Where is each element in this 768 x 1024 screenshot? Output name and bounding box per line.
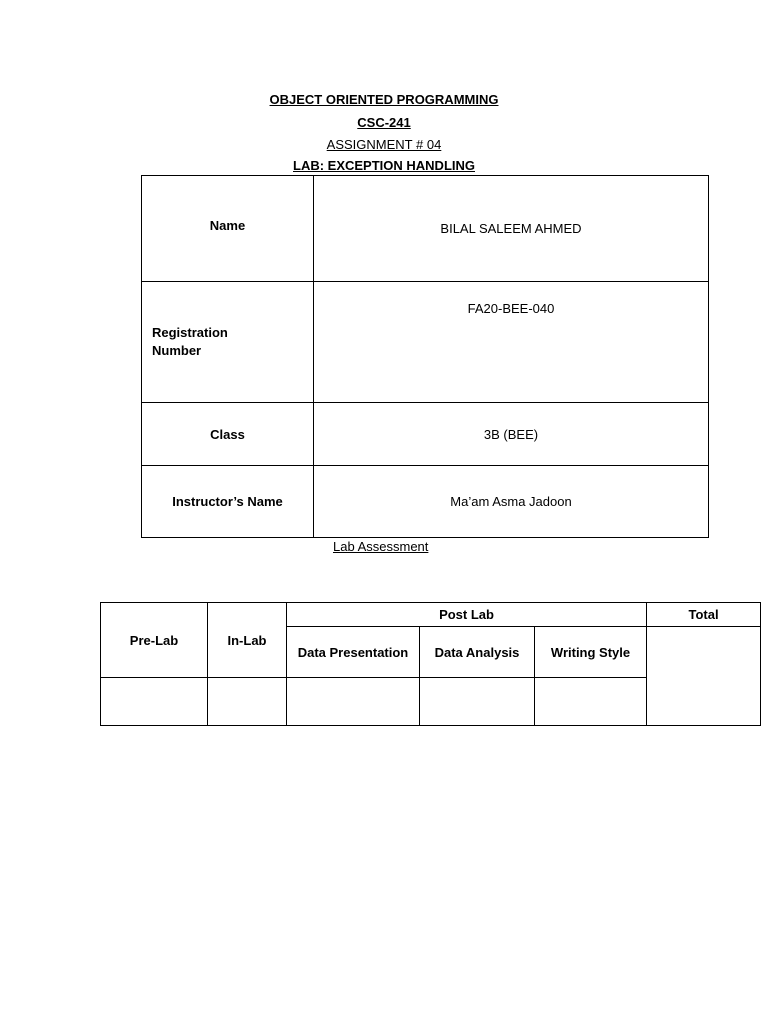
total-score-cell <box>647 627 761 726</box>
name-row <box>142 176 709 282</box>
post-lab-header: Post Lab <box>287 603 647 627</box>
lab-assessment-table <box>100 602 761 726</box>
data-presentation-score-cell <box>287 678 420 726</box>
pre-lab-header: Pre-Lab <box>101 603 208 678</box>
registration-value: FA20-BEE-040 <box>314 282 709 403</box>
total-header: Total <box>647 603 761 627</box>
data-analysis-score-cell <box>420 678 535 726</box>
registration-label-line1: Registration <box>152 325 228 340</box>
instructor-label: Instructor’s Name <box>142 466 314 538</box>
writing-style-header: Writing Style <box>535 627 647 678</box>
data-analysis-header: Data Analysis <box>420 627 535 678</box>
data-presentation-header: Data Presentation <box>287 627 420 678</box>
student-info-table <box>141 175 709 538</box>
class-label: Class <box>142 403 314 466</box>
registration-row <box>142 282 709 403</box>
writing-style-score-cell <box>535 678 647 726</box>
class-value: 3B (BEE) <box>314 403 709 466</box>
class-row <box>142 403 709 466</box>
instructor-row <box>142 466 709 538</box>
pre-lab-score-cell <box>101 678 208 726</box>
in-lab-header: In-Lab <box>208 603 287 678</box>
assessment-header-row <box>101 603 761 627</box>
assignment-number: ASSIGNMENT # 04 <box>326 137 442 152</box>
course-code: CSC-241 <box>357 115 411 130</box>
name-label: Name <box>142 176 314 282</box>
lab-assessment-title: Lab Assessment <box>333 539 429 554</box>
instructor-value: Ma’am Asma Jadoon <box>314 466 709 538</box>
registration-label-line2: Number <box>152 343 202 358</box>
in-lab-score-cell <box>208 678 287 726</box>
name-value: BILAL SALEEM AHMED <box>314 176 709 282</box>
course-title: OBJECT ORIENTED PROGRAMMING <box>269 92 499 107</box>
lab-title: LAB: EXCEPTION HANDLING <box>293 158 475 173</box>
registration-label <box>142 282 314 403</box>
